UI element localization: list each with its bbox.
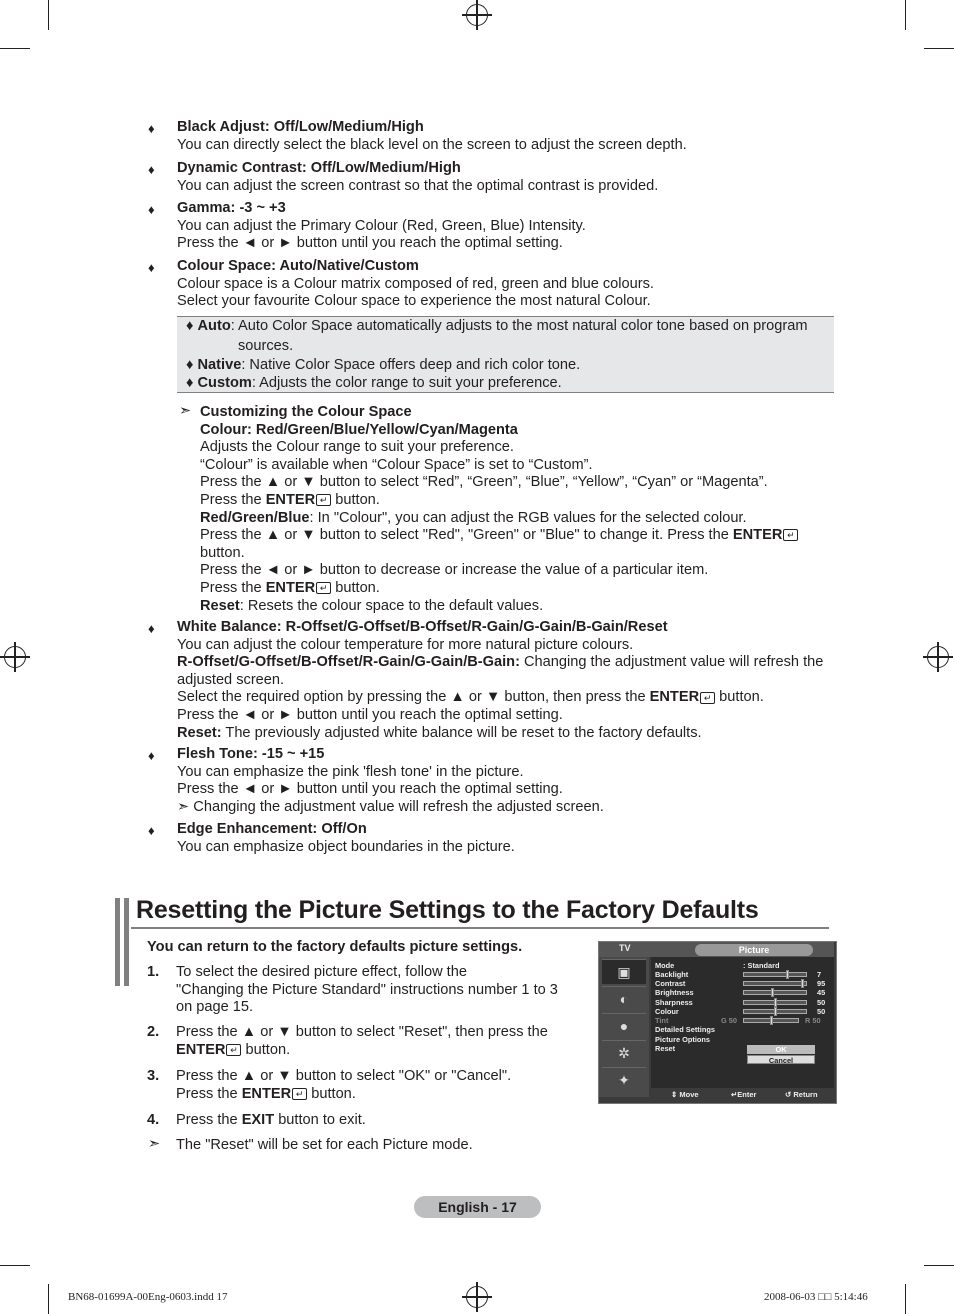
crop-mark xyxy=(905,1284,906,1314)
osd-title: Picture xyxy=(695,944,813,956)
input-icon: ✦ xyxy=(602,1067,646,1092)
return-icon: ↺ xyxy=(785,1090,792,1099)
heading-underline xyxy=(131,927,829,929)
note-arrow-icon: ➣ xyxy=(179,403,192,419)
bullet-diamond-icon: ♦ xyxy=(148,748,155,763)
sound-icon: ◐ xyxy=(602,986,646,1011)
crop-mark xyxy=(0,48,30,49)
osd-row-label: Contrast xyxy=(655,979,686,989)
enter-icon: ↵ xyxy=(783,529,798,541)
customizing-colour-space: Customizing the Colour Space Colour: Red/Green/Blue/Yellow/Cyan/Magenta Adjusts the Colour range to suit your preference. “Colour” is available when “Colour Space” is set to “Custom”. Press the ▲ or ▼ button to select “Red”, “Green”, “Blue”, “Yellow”, “Cyan” or “Magenta”. Press the ENTER ↵ button. Red/Green/Blue: In "Colour", you can adjust the RGB values for the selected colour. Press the ▲ or ▼ button to select "Red", "Green" or "Blue" to change it. Press the ENTER ↵ button. Press the ◄ or ► button to decrease or increase the value of a particular item. Press the ENTER ↵ button. Reset: Resets the colour space to the default values. xyxy=(200,404,820,615)
step-2: Press the ▲ or ▼ button to select "Reset", then press the ENTER ↵ button. xyxy=(176,1024,548,1058)
enter-icon: ↵ xyxy=(700,692,715,704)
setup-icon: ✲ xyxy=(602,1040,646,1065)
crop-mark xyxy=(924,48,954,49)
section-note: The "Reset" will be set for each Picture mode. xyxy=(176,1137,473,1153)
step-number: 1. xyxy=(147,964,160,980)
osd-row-label: Colour xyxy=(655,1006,679,1016)
step-3: Press the ▲ or ▼ button to select "OK" or "Cancel". Press the ENTER ↵ button. xyxy=(176,1068,512,1102)
bullet-colour-space: Colour Space: Auto/Native/Custom Colour space is a Colour matrix composed of red, green and blue colours. Select your favourite Colour space to experience the most natural Colour. xyxy=(177,258,654,310)
osd-slider[interactable] xyxy=(743,981,807,986)
note-arrow-icon: ➣ xyxy=(148,1136,161,1152)
enter-icon: ↵ xyxy=(731,1090,738,1099)
osd-row-value: 7 xyxy=(817,970,822,979)
enter-icon: ↵ xyxy=(316,494,331,506)
osd-slider[interactable] xyxy=(743,990,807,995)
move-icon: ⇕ xyxy=(671,1090,678,1099)
osd-tint-bar xyxy=(743,1018,799,1023)
crop-mark xyxy=(924,1265,954,1266)
channel-icon: ● xyxy=(602,1013,646,1038)
osd-row-value: 95 xyxy=(817,979,826,989)
step-number: 4. xyxy=(147,1112,160,1128)
registration-mark-icon xyxy=(466,4,488,26)
osd-cancel-button[interactable]: Cancel xyxy=(747,1055,815,1064)
bullet-flesh-tone: Flesh Tone: -15 ~ +15 You can emphasize the pink 'flesh tone' in the picture. Press the ◄ or ► button until you reach the optimal setting. ➣ Changing the adjustment value will refresh the adjusted screen. xyxy=(177,746,604,815)
osd-sidebar xyxy=(599,957,649,1097)
osd-slider-thumb[interactable] xyxy=(786,970,789,979)
osd-row-label: Brightness xyxy=(655,988,694,998)
registration-mark-icon xyxy=(927,646,949,668)
bullet-diamond-icon: ♦ xyxy=(148,260,155,275)
bullet-diamond-icon: ♦ xyxy=(148,621,155,636)
crop-mark xyxy=(0,1265,30,1266)
bullet-diamond-icon: ♦ xyxy=(148,823,155,838)
bullet-diamond-icon: ♦ xyxy=(148,121,155,136)
osd-tv-label: TV xyxy=(619,943,631,953)
osd-row-value: 45 xyxy=(817,988,826,998)
heading-bar xyxy=(115,898,120,986)
osd-row-value: 50 xyxy=(817,1006,826,1016)
osd-slider-thumb[interactable] xyxy=(774,998,777,1007)
note-arrow-icon: ➣ xyxy=(177,798,190,815)
registration-mark-icon xyxy=(466,1286,488,1308)
osd-slider[interactable] xyxy=(743,1000,807,1005)
section-heading: Resetting the Picture Settings to the Factory Defaults xyxy=(136,896,759,924)
osd-slider-thumb[interactable] xyxy=(774,1007,777,1016)
step-number: 3. xyxy=(147,1068,160,1084)
bullet-diamond-icon: ♦ xyxy=(148,162,155,177)
crop-mark xyxy=(905,0,906,30)
crop-mark xyxy=(48,1284,49,1314)
registration-mark-icon xyxy=(4,646,26,668)
crop-mark xyxy=(48,0,49,30)
osd-slider-thumb[interactable] xyxy=(801,979,804,988)
step-1: To select the desired picture effect, follow the "Changing the Picture Standard" instructions number 1 to 3 on page 15. xyxy=(176,964,558,1016)
enter-icon: ↵ xyxy=(226,1044,241,1056)
enter-icon: ↵ xyxy=(316,582,331,594)
osd-slider-thumb[interactable] xyxy=(771,988,774,997)
bullet-white-balance: White Balance: R-Offset/G-Offset/B-Offset/R-Gain/G-Gain/B-Gain/Reset You can adjust the colour temperature for more natural picture colours. R-Offset/G-Offset/B-Offset/R-Gain/G-Gain/B-Gain: Changing the adjustment value will refresh the adjusted screen. Select the required option by pressing the ▲ or ▼ button, then press the ENTER ↵ button. Press the ◄ or ► button until you reach the optimal setting. Reset: The previously adjusted white balance will be reset to the factory defaults. xyxy=(177,619,824,741)
step-4: Press the EXIT button to exit. xyxy=(176,1112,366,1128)
bullet-dynamic-contrast: Dynamic Contrast: Off/Low/Medium/High You can adjust the screen contrast so that the optimal contrast is provided. xyxy=(177,160,659,194)
osd-row-value: 50 xyxy=(817,997,826,1007)
picture-icon: ▣ xyxy=(602,959,646,984)
osd-slider[interactable] xyxy=(743,1009,807,1014)
enter-icon: ↵ xyxy=(292,1088,307,1100)
bullet-gamma: Gamma: -3 ~ +3 You can adjust the Primary Colour (Red, Green, Blue) Intensity. Press the ◄ or ► button until you reach the optimal setting. xyxy=(177,200,586,252)
osd-row-label: Backlight xyxy=(655,970,689,979)
colour-space-options: ♦ Auto: Auto Color Space automatically adjusts to the most natural color tone based on program sources. ♦ Native: Native Color Space offers deep and rich color tone. ♦ Custom: Adjusts the color range to suit your preference. xyxy=(186,318,808,391)
bullet-edge-enhancement: Edge Enhancement: Off/On You can emphasize object boundaries in the picture. xyxy=(177,821,515,855)
tv-osd-picture-menu xyxy=(598,941,837,1104)
step-number: 2. xyxy=(147,1024,160,1040)
section-intro: You can return to the factory defaults picture settings. xyxy=(147,939,523,955)
osd-footer: ⇕ Move ↵Enter ↺ Return xyxy=(671,1090,818,1099)
heading-bar xyxy=(124,898,129,986)
bullet-black-adjust: Black Adjust: Off/Low/Medium/High You can directly select the black level on the screen to adjust the screen depth. xyxy=(177,119,687,153)
bullet-diamond-icon: ♦ xyxy=(148,202,155,217)
print-file-info: BN68-01699A-00Eng-0603.indd 17 xyxy=(68,1291,228,1303)
osd-ok-button[interactable]: OK xyxy=(747,1045,815,1054)
osd-slider[interactable] xyxy=(743,972,807,977)
osd-row-label: Sharpness xyxy=(655,997,693,1007)
osd-panel: Mode : Standard Backlight 7 Contrast 95 Brightness 45 Sharpness 50 Colour 50 Tint G 50 R 50 Detailed Settings Picture Options Reset OK Cancel xyxy=(651,957,834,1088)
print-date-info: 2008-06-03 □□ 5:14:46 xyxy=(764,1291,868,1303)
page-number: English - 17 xyxy=(414,1196,541,1218)
